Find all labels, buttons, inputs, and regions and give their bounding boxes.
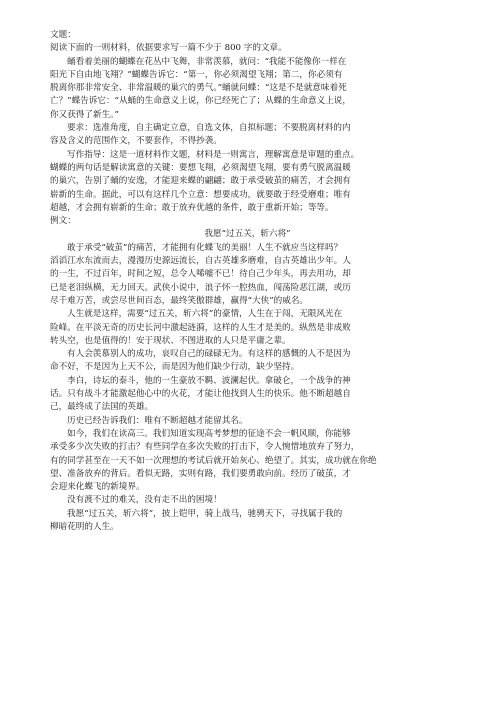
text-line: 我愿“过五关，斩六将”，披上铠甲，骑上战马，驰骋天下，寻找属于我的 [67, 508, 343, 519]
text-line: 话。只有战斗才能激起他心中的火花，才能让他找到人生的快乐。他不断超越自 [50, 389, 351, 400]
text-line: 滔滔江水东流而去，漫漫历史源远流长，自古英雄多磨难，自古英雄出少年。人 [50, 256, 351, 267]
text-line: 险峰。在平淡无奇的历史长河中激起涟漪，这样的人生才是美的。纵然是非成败 [50, 322, 351, 333]
text-line: 超越，才会拥有崭新的生命；敢于放弃优越的条件，敢于重新开始；等等。 [50, 202, 334, 213]
text-line: 望、准备放弃的背后。看似无路，实则有路，我们要勇敢向前。经历了破茧，才 [50, 468, 351, 479]
text-line: 写作指导：这是一道材料作文题，材料是一则寓言，理解寓意是审题的重点。 [67, 149, 360, 160]
text-line: 命不好，不是因为上天不公，而是因为他们缺少行动，缺少坚持。 [50, 362, 300, 373]
text-line: 蝴蝶的两句话是解读寓意的关键：要想飞翔，必须渴望飞翔，要有勇气脱离温暖 [50, 162, 351, 173]
document-page [50, 29, 445, 534]
text-line: 有的同学甚至在一天不如一次理想的考试后就开始灰心、绝望了。其实，成功就在你绝 [50, 455, 377, 466]
text-line: 柳暗花明的人生。 [50, 521, 119, 532]
text-line: 阳光下自由地飞翔？”蝴蝶告诉它：“第一，你必须渴望飞翔；第二，你必须有 [50, 69, 343, 80]
text-line: 没有渡不过的难关，没有走不出的困境！ [67, 495, 222, 506]
text-line: 有人会羡慕别人的成功，哀叹自己的碌碌无为。有这样的感慨的人不是因为 [67, 349, 351, 360]
text-line: 蛹看着美丽的蝴蝶在花丛中飞舞，非常羡慕，就问：“我能不能像你一样在 [67, 56, 347, 67]
text-line: 如今，我们在读高三。我们知道实现高考梦想的征途不会一帆风顺，你能够 [67, 428, 351, 439]
text-line: 文题： [50, 30, 76, 40]
text-line: 你又获得了新生。” [50, 109, 119, 120]
text-line: 脱离你那非常安全、非常温暖的巢穴的勇气。”蛹就问蝶：“这是不是就意味着死 [50, 83, 347, 94]
essay-title: 我愿“过五关，斩六将” [204, 229, 291, 240]
text-line: 已是老泪纵横，无力回天。武侠小说中，浪子怀一腔热血，闯荡险恶江湖，或历 [50, 282, 351, 293]
text-line: 的一生，不过百年，时间之短，总令人唏嘘不已！待自己少年头，再去用功，却 [50, 269, 351, 280]
text-line: 历史已经告诉我们：唯有不断超越才能留其名。 [67, 415, 248, 426]
text-line: 李白，诗坛的泰斗，他的一生豪放不羁、波澜起伏。拿破仑，一个战争的神 [67, 375, 351, 386]
text-line: 敢于承受“破茧”的痛苦，才能拥有化蝶飞的美丽！人生不就应当这样吗？ [67, 242, 343, 253]
text-line: 要求：选准角度，自主确定立意，自选文体，自拟标题；不要脱离材料的内 [67, 123, 351, 134]
text-line: 人生就是这样，需要“过五关，斩六将”的豪情，人生在于闯，无限风光在 [67, 309, 343, 320]
text-line: 会迎来化蝶飞的新境界。 [50, 482, 145, 493]
text-line: 阅读下面的一则材料，依据要求写一篇不少于 800 字的文章。 [50, 43, 287, 54]
text-line: 转头空，也是值得的！安于现状、不图进取的人只是平庸之辈。 [50, 335, 291, 346]
text-line: 崭新的生命。据此，可以有这样几个立意：想要成功，就要敢于经受磨难；唯有 [50, 189, 351, 200]
text-line: 己，最终成了法国的英雄。 [50, 402, 154, 413]
text-line: 的巢穴，告别了蛹的安逸，才能迎来蝶的翩翩；敢于承受破茧的痛苦，才会拥有 [50, 176, 351, 187]
text-line: 尽千难万苦，或尝尽世间百态，最终笑傲群雄，赢得“大侠”的威名。 [50, 295, 309, 306]
text-line: 容及含义的范围作文，不要套作，不得抄袭。 [50, 136, 222, 147]
text-line: 亡？”蝶告诉它：“从蛹的生命意义上说，你已经死亡了；从蝶的生命意义上说， [50, 96, 351, 107]
text-line: 承受多少次失败的打击？有些同学在多次失败的打击下，令人惋惜地放弃了努力， [50, 442, 360, 453]
text-line: 例文： [50, 216, 76, 227]
